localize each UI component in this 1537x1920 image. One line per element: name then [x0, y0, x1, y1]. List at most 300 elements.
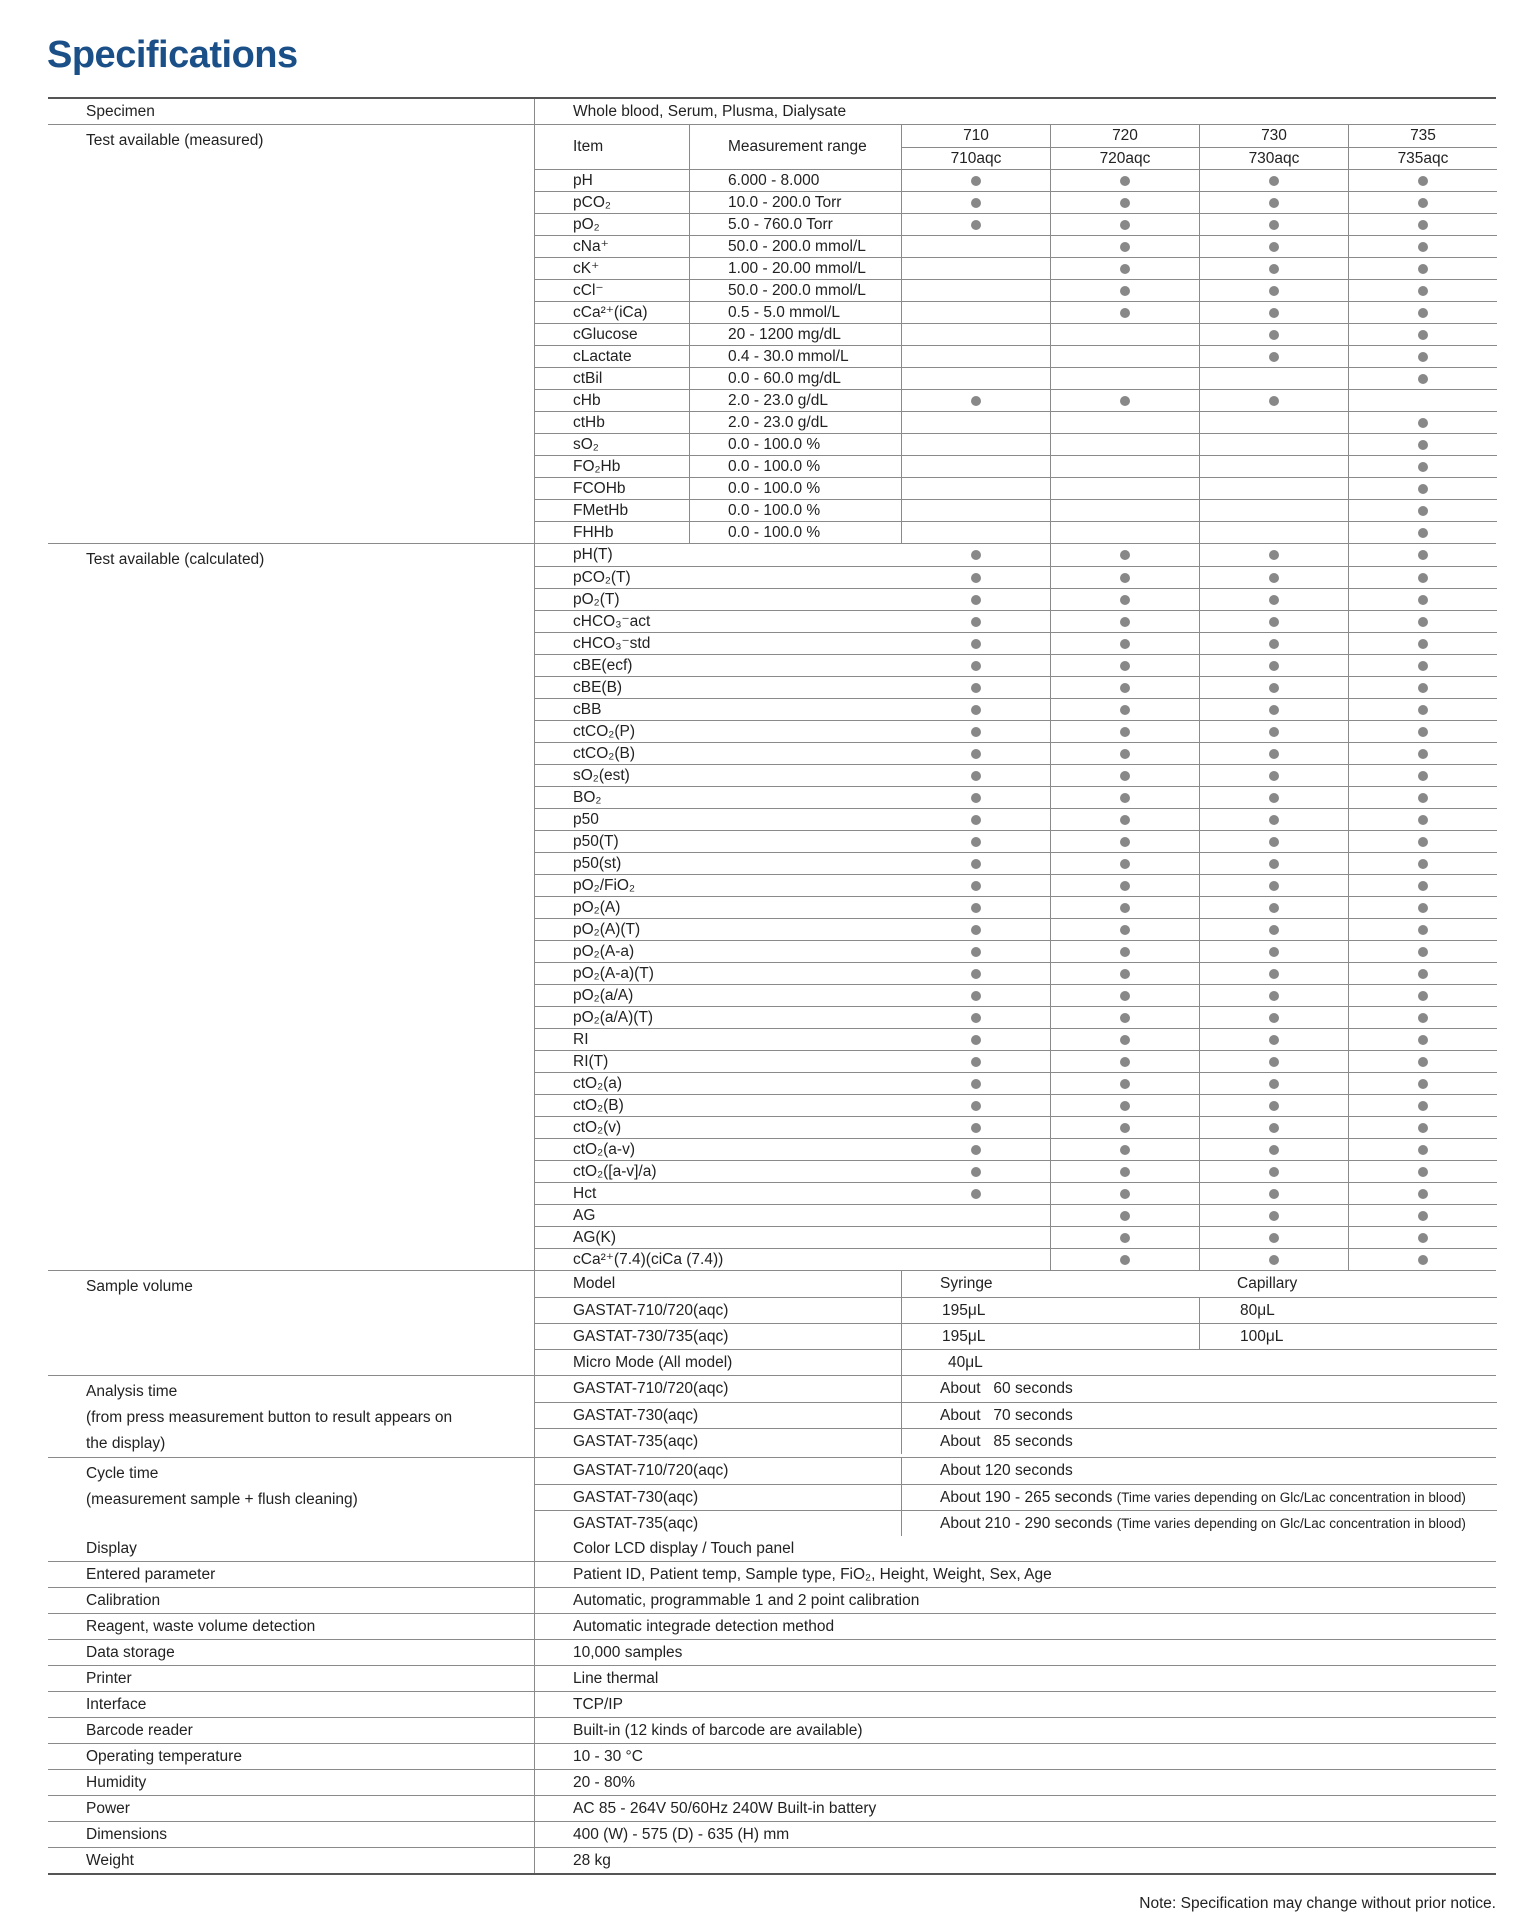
measured-range: 0.0 - 100.0 % [689, 455, 901, 477]
calculated-item: pH(T) [573, 546, 613, 563]
availability-cell [1348, 874, 1497, 896]
availability-cell [1348, 566, 1497, 588]
measured-grid [535, 125, 1497, 543]
availability-cell [1050, 499, 1199, 521]
available-dot-icon [1418, 595, 1428, 605]
availability-cell [1348, 1204, 1497, 1226]
availability-cell [1348, 191, 1497, 213]
availability-cell [1199, 566, 1348, 588]
available-dot-icon [1269, 881, 1279, 891]
available-dot-icon [1269, 749, 1279, 759]
ct-model-735: GASTAT-735(aqc) [535, 1510, 901, 1536]
ct-value-735 [901, 1510, 1497, 1536]
sample-volume-grid [535, 1271, 1497, 1375]
calculated-item: ctCO₂(B) [535, 742, 901, 764]
available-dot-icon [971, 793, 981, 803]
available-dot-icon [1120, 771, 1130, 781]
availability-cell [1348, 1006, 1497, 1028]
model-header-735: 735 [1348, 125, 1497, 147]
availability-cell [901, 455, 1050, 477]
availability-cell [901, 1116, 1050, 1138]
available-dot-icon [1418, 903, 1428, 913]
availability-cell [1050, 1226, 1199, 1248]
availability-cell [1199, 1226, 1348, 1248]
simple-specs [48, 1536, 1496, 1873]
available-dot-icon [971, 1123, 981, 1133]
available-dot-icon [971, 837, 981, 847]
availability-cell [1050, 676, 1199, 698]
availability-cell [1050, 455, 1199, 477]
available-dot-icon [971, 859, 981, 869]
availability-cell [1199, 1116, 1348, 1138]
measured-item: ctHb [535, 411, 689, 433]
calculated-item: pO₂(a/A)(T) [535, 1006, 901, 1028]
availability-cell [1348, 367, 1497, 389]
sample-volume-section [48, 1270, 1496, 1375]
spec-label: Display [86, 1540, 137, 1557]
available-dot-icon [1269, 991, 1279, 1001]
available-dot-icon [1269, 176, 1279, 186]
available-dot-icon [1418, 286, 1428, 296]
availability-cell [1199, 940, 1348, 962]
calculated-item: pO₂(A)(T) [535, 918, 901, 940]
ct-value-730-text: About 190 - 265 seconds [940, 1489, 1113, 1506]
calculated-item: pO₂(T) [535, 588, 901, 610]
availability-cell [1050, 235, 1199, 257]
available-dot-icon [1418, 264, 1428, 274]
measured-item: cLactate [535, 345, 689, 367]
sv-syringe-730-735: 195μL [901, 1323, 1199, 1349]
ct-value-735-text: About 210 - 290 seconds [940, 1515, 1113, 1532]
availability-cell [901, 521, 1050, 543]
availability-cell [1348, 830, 1497, 852]
available-dot-icon [1269, 198, 1279, 208]
available-dot-icon [971, 1145, 981, 1155]
availability-cell [1199, 896, 1348, 918]
measured-item: sO₂ [535, 433, 689, 455]
availability-cell [901, 852, 1050, 874]
spec-row [48, 1743, 1496, 1769]
spec-value: Color LCD display / Touch panel [573, 1540, 795, 1557]
available-dot-icon [971, 1057, 981, 1067]
available-dot-icon [1418, 727, 1428, 737]
availability-cell [901, 411, 1050, 433]
calculated-item: RI [535, 1028, 901, 1050]
availability-cell [1199, 499, 1348, 521]
measured-item: cK⁺ [535, 257, 689, 279]
available-dot-icon [971, 639, 981, 649]
cycle-time-section [48, 1457, 1496, 1536]
availability-cell [1050, 896, 1199, 918]
calculated-item: ctO₂([a-v]/a) [535, 1160, 901, 1182]
available-dot-icon [1418, 991, 1428, 1001]
available-dot-icon [1120, 198, 1130, 208]
availability-cell [901, 544, 1050, 566]
available-dot-icon [971, 947, 981, 957]
availability-cell [1199, 477, 1348, 499]
availability-cell [901, 632, 1050, 654]
availability-cell [1199, 698, 1348, 720]
calculated-item: pO₂/FiO₂ [535, 874, 901, 896]
availability-cell [901, 676, 1050, 698]
availability-cell [1348, 169, 1497, 191]
available-dot-icon [1269, 1233, 1279, 1243]
available-dot-icon [1418, 330, 1428, 340]
available-dot-icon [1120, 815, 1130, 825]
availability-cell [1199, 786, 1348, 808]
availability-cell [1199, 301, 1348, 323]
availability-cell [1199, 852, 1348, 874]
availability-cell [1348, 301, 1497, 323]
availability-cell [901, 1094, 1050, 1116]
footnote: Note: Specification may change without prior notice. [1139, 1895, 1496, 1912]
calculated-item: cHCO₃⁻act [535, 610, 901, 632]
sv-header-syringe: Syringe [901, 1271, 1199, 1297]
available-dot-icon [1120, 176, 1130, 186]
spec-label: Interface [86, 1696, 147, 1713]
availability-cell [1348, 720, 1497, 742]
availability-cell [1050, 940, 1199, 962]
availability-cell [1348, 477, 1497, 499]
available-dot-icon [1269, 220, 1279, 230]
calculated-item: ctO₂(a-v) [535, 1138, 901, 1160]
available-dot-icon [1120, 220, 1130, 230]
available-dot-icon [1269, 352, 1279, 362]
spec-value: AC 85 - 264V 50/60Hz 240W Built-in battery [573, 1800, 877, 1817]
spec-label: Calibration [86, 1592, 161, 1609]
availability-cell [1050, 852, 1199, 874]
availability-cell [901, 698, 1050, 720]
availability-cell [1199, 1050, 1348, 1072]
availability-cell [1348, 1226, 1497, 1248]
available-dot-icon [1418, 440, 1428, 450]
at-value-730 [901, 1402, 1497, 1428]
measured-label: Test available (measured) [86, 132, 264, 149]
availability-cell [901, 874, 1050, 896]
available-dot-icon [1120, 683, 1130, 693]
available-dot-icon [1418, 837, 1428, 847]
model-header-710: 710 [901, 125, 1050, 147]
available-dot-icon [1418, 1013, 1428, 1023]
available-dot-icon [1269, 1035, 1279, 1045]
available-dot-icon [1269, 330, 1279, 340]
measured-range: 0.4 - 30.0 mmol/L [689, 345, 901, 367]
calculated-label: Test available (calculated) [86, 551, 265, 568]
availability-cell [1050, 808, 1199, 830]
available-dot-icon [971, 771, 981, 781]
available-dot-icon [1418, 793, 1428, 803]
measured-item: cCl⁻ [535, 279, 689, 301]
available-dot-icon [971, 705, 981, 715]
availability-cell [901, 808, 1050, 830]
available-dot-icon [1418, 947, 1428, 957]
model-header-735aqc: 735aqc [1348, 147, 1497, 169]
available-dot-icon [1269, 815, 1279, 825]
availability-cell [901, 720, 1050, 742]
available-dot-icon [1120, 903, 1130, 913]
availability-cell [1199, 720, 1348, 742]
availability-cell [1050, 654, 1199, 676]
availability-cell [1348, 918, 1497, 940]
calculated-item: pO₂(A-a) [535, 940, 901, 962]
ct-note-735: (Time varies depending on Glc/Lac concentration in blood) [1116, 1516, 1466, 1531]
spec-label: Operating temperature [86, 1748, 242, 1765]
availability-cell [1348, 544, 1497, 566]
calculated-item: pO₂(A-a)(T) [535, 962, 901, 984]
calculated-item: AG(K) [535, 1226, 901, 1248]
available-dot-icon [1418, 881, 1428, 891]
measured-item: pH [535, 169, 689, 191]
available-dot-icon [1269, 1167, 1279, 1177]
at-value-735-text: About 85 seconds [940, 1433, 1073, 1450]
availability-cell [1050, 1160, 1199, 1182]
available-dot-icon [1269, 947, 1279, 957]
available-dot-icon [1418, 661, 1428, 671]
availability-cell [1199, 279, 1348, 301]
availability-cell [1050, 323, 1199, 345]
availability-cell [901, 345, 1050, 367]
spec-value: 10 - 30 °C [573, 1748, 643, 1765]
availability-cell [1050, 544, 1199, 566]
available-dot-icon [1120, 1145, 1130, 1155]
available-dot-icon [971, 683, 981, 693]
availability-cell [1348, 588, 1497, 610]
spec-row [48, 1847, 1496, 1873]
availability-cell [1348, 521, 1497, 543]
availability-cell [1348, 742, 1497, 764]
available-dot-icon [971, 991, 981, 1001]
availability-cell [901, 1050, 1050, 1072]
availability-cell [901, 940, 1050, 962]
availability-cell [1050, 257, 1199, 279]
availability-cell [1199, 169, 1348, 191]
available-dot-icon [1418, 969, 1428, 979]
calculated-item: ctO₂(B) [535, 1094, 901, 1116]
measured-range: 0.0 - 100.0 % [689, 477, 901, 499]
available-dot-icon [1418, 925, 1428, 935]
availability-cell [1348, 764, 1497, 786]
availability-cell [901, 169, 1050, 191]
availability-cell [901, 830, 1050, 852]
available-dot-icon [971, 727, 981, 737]
available-dot-icon [1418, 1145, 1428, 1155]
sv-capillary-710-720: 80μL [1199, 1297, 1497, 1323]
available-dot-icon [1120, 661, 1130, 671]
available-dot-icon [971, 550, 981, 560]
available-dot-icon [1269, 969, 1279, 979]
measured-range: 2.0 - 23.0 g/dL [689, 411, 901, 433]
available-dot-icon [971, 176, 981, 186]
availability-cell [901, 984, 1050, 1006]
availability-cell [901, 389, 1050, 411]
available-dot-icon [971, 815, 981, 825]
available-dot-icon [1120, 396, 1130, 406]
specimen-row [48, 99, 1496, 124]
available-dot-icon [1120, 1233, 1130, 1243]
availability-cell [1199, 654, 1348, 676]
spec-value: 20 - 80% [573, 1774, 636, 1791]
available-dot-icon [1120, 639, 1130, 649]
available-dot-icon [1269, 705, 1279, 715]
model-header-730: 730 [1199, 125, 1348, 147]
availability-cell [1348, 235, 1497, 257]
availability-cell [1050, 632, 1199, 654]
availability-cell [901, 323, 1050, 345]
availability-cell [1050, 720, 1199, 742]
availability-cell [1348, 433, 1497, 455]
available-dot-icon [1120, 947, 1130, 957]
availability-cell [901, 566, 1050, 588]
available-dot-icon [971, 573, 981, 583]
available-dot-icon [971, 220, 981, 230]
calculated-item: cBB [535, 698, 901, 720]
available-dot-icon [1269, 573, 1279, 583]
spec-label: Reagent, waste volume detection [86, 1618, 316, 1635]
availability-cell [1199, 389, 1348, 411]
availability-cell [901, 257, 1050, 279]
available-dot-icon [971, 903, 981, 913]
availability-cell [1050, 698, 1199, 720]
availability-cell [901, 962, 1050, 984]
at-value-710-720 [901, 1376, 1497, 1402]
available-dot-icon [1269, 661, 1279, 671]
availability-cell [1199, 874, 1348, 896]
spec-row [48, 1639, 1496, 1665]
available-dot-icon [971, 749, 981, 759]
availability-cell [1348, 940, 1497, 962]
available-dot-icon [1120, 264, 1130, 274]
availability-cell [1050, 411, 1199, 433]
calculated-item: cBE(ecf) [535, 654, 901, 676]
spec-label: Printer [86, 1670, 132, 1687]
availability-cell [1348, 808, 1497, 830]
model-header-710aqc: 710aqc [901, 147, 1050, 169]
spec-value: Automatic integrade detection method [573, 1618, 835, 1635]
availability-cell [901, 1006, 1050, 1028]
availability-cell [1348, 345, 1497, 367]
available-dot-icon [1269, 1123, 1279, 1133]
available-dot-icon [1269, 396, 1279, 406]
spec-value: 28 kg [573, 1852, 611, 1869]
model-header-730aqc: 730aqc [1199, 147, 1348, 169]
spec-row [48, 1613, 1496, 1639]
spec-value: Line thermal [573, 1670, 659, 1687]
available-dot-icon [1269, 903, 1279, 913]
availability-cell [1348, 654, 1497, 676]
availability-cell [1050, 830, 1199, 852]
available-dot-icon [1269, 1013, 1279, 1023]
at-value-735 [901, 1428, 1497, 1454]
available-dot-icon [1269, 242, 1279, 252]
availability-cell [1050, 1050, 1199, 1072]
availability-cell [901, 499, 1050, 521]
availability-cell [901, 301, 1050, 323]
availability-cell [901, 654, 1050, 676]
availability-cell [1199, 1160, 1348, 1182]
availability-cell [1199, 830, 1348, 852]
calculated-item: cHCO₃⁻std [535, 632, 901, 654]
availability-cell [901, 742, 1050, 764]
measured-range: 0.0 - 60.0 mg/dL [689, 367, 901, 389]
measured-item: FCOHb [535, 477, 689, 499]
available-dot-icon [1120, 969, 1130, 979]
available-dot-icon [1269, 1101, 1279, 1111]
available-dot-icon [1269, 1255, 1279, 1265]
availability-cell [1348, 896, 1497, 918]
availability-cell [901, 786, 1050, 808]
available-dot-icon [1418, 573, 1428, 583]
availability-cell [1348, 676, 1497, 698]
available-dot-icon [1120, 1123, 1130, 1133]
measured-range: 0.0 - 100.0 % [689, 521, 901, 543]
available-dot-icon [1120, 242, 1130, 252]
available-dot-icon [1120, 595, 1130, 605]
availability-cell [901, 764, 1050, 786]
calculated-item: AG [535, 1204, 901, 1226]
calculated-item: p50(T) [535, 830, 901, 852]
measured-section [48, 124, 1496, 543]
available-dot-icon [1120, 793, 1130, 803]
ct-value-730 [901, 1484, 1497, 1510]
available-dot-icon [1418, 1057, 1428, 1067]
available-dot-icon [1120, 1189, 1130, 1199]
measured-item: FMetHb [535, 499, 689, 521]
availability-cell [1348, 1028, 1497, 1050]
spec-label: Power [86, 1800, 130, 1817]
availability-cell [1050, 1138, 1199, 1160]
available-dot-icon [1120, 1255, 1130, 1265]
available-dot-icon [1418, 815, 1428, 825]
availability-cell [1348, 213, 1497, 235]
sv-header-capillary: Capillary [1237, 1275, 1298, 1292]
at-model-735: GASTAT-735(aqc) [535, 1428, 901, 1454]
available-dot-icon [1120, 1167, 1130, 1177]
available-dot-icon [1269, 286, 1279, 296]
availability-cell [901, 1160, 1050, 1182]
availability-cell [901, 1138, 1050, 1160]
availability-cell [1050, 984, 1199, 1006]
availability-cell [1199, 676, 1348, 698]
calculated-item: ctO₂(v) [535, 1116, 901, 1138]
availability-cell [1050, 764, 1199, 786]
calculated-item: p50(st) [535, 852, 901, 874]
measured-item: cNa⁺ [535, 235, 689, 257]
available-dot-icon [971, 595, 981, 605]
availability-cell [1199, 1138, 1348, 1160]
availability-cell [1050, 962, 1199, 984]
availability-cell [1199, 984, 1348, 1006]
calculated-item: ctO₂(a) [535, 1072, 901, 1094]
availability-cell [901, 1226, 1050, 1248]
availability-cell [1050, 301, 1199, 323]
availability-cell [1050, 610, 1199, 632]
available-dot-icon [1269, 1057, 1279, 1067]
availability-cell [1348, 411, 1497, 433]
specifications-table [48, 97, 1496, 1875]
available-dot-icon [971, 661, 981, 671]
available-dot-icon [1269, 837, 1279, 847]
sv-syringe-710-720: 195μL [901, 1297, 1199, 1323]
sv-micro-mode: Micro Mode (All model) [535, 1349, 901, 1375]
availability-cell [901, 1182, 1050, 1204]
availability-cell [1199, 367, 1348, 389]
available-dot-icon [1120, 925, 1130, 935]
calculated-item: pCO₂(T) [535, 566, 901, 588]
available-dot-icon [1269, 550, 1279, 560]
sv-micro-volume: 40μL [901, 1349, 1497, 1375]
available-dot-icon [1418, 705, 1428, 715]
availability-cell [1050, 521, 1199, 543]
